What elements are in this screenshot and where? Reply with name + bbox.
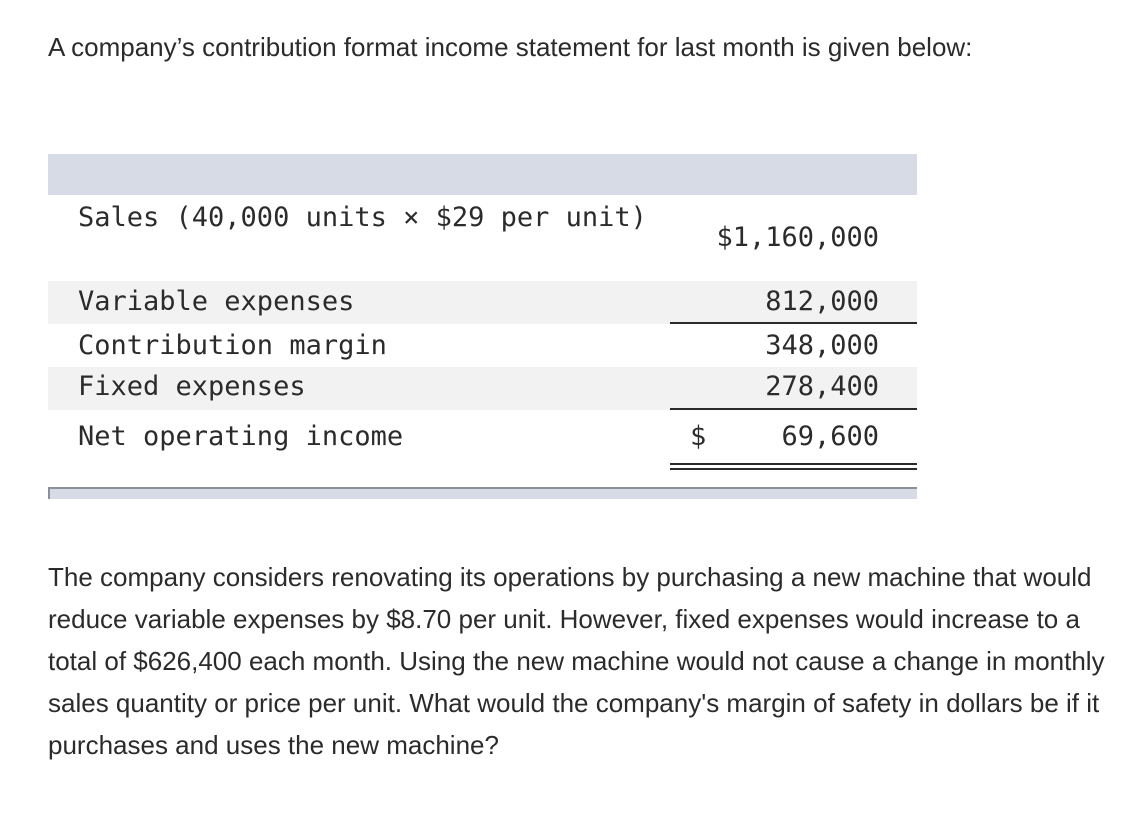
row-label-contribution-margin: Contribution margin	[78, 330, 387, 361]
table-footer-bar	[48, 487, 917, 499]
subtotal-underline-fixed	[670, 408, 917, 410]
table-row-contribution-margin	[48, 324, 917, 367]
row-label-fixed-expenses: Fixed expenses	[78, 371, 306, 402]
table-row-net-operating-income	[48, 410, 917, 468]
table-row-variable-expenses	[48, 281, 917, 324]
row-currency-net-operating-income: $	[690, 421, 707, 452]
row-label-sales: Sales (40,000 units × $29 per unit)	[78, 202, 647, 233]
row-label-variable-expenses: Variable expenses	[78, 286, 355, 317]
row-amount-net-operating-income: 69,600	[781, 421, 879, 452]
row-amount-contribution-margin: 348,000	[765, 330, 879, 361]
row-amount-sales: $1,160,000	[716, 222, 879, 253]
question-text: The company considers renovating its operations by purchasing a new machine that would reduce variable expenses by $8.70 per unit. However, fixed expenses would increase to a total of $626,400 each month. Using the new machine would not cause a change in monthly sales quantity or price per unit. What would the company's margin of safety in dollars be if it purchases and uses the new machine?	[48, 562, 1105, 760]
row-amount-fixed-expenses: 278,400	[765, 371, 879, 402]
row-label-net-operating-income: Net operating income	[78, 421, 404, 452]
income-statement-table	[48, 154, 917, 468]
table-row-sales	[48, 195, 917, 281]
intro-text: A company’s contribution format income statement for last month is given below:	[48, 32, 973, 62]
table-header-bar	[48, 154, 917, 195]
subtotal-underline-variable	[670, 322, 917, 324]
total-double-underline-top	[670, 463, 917, 465]
total-double-underline-bottom	[670, 468, 917, 470]
table-row-fixed-expenses	[48, 367, 917, 410]
row-amount-variable-expenses: 812,000	[765, 286, 879, 317]
